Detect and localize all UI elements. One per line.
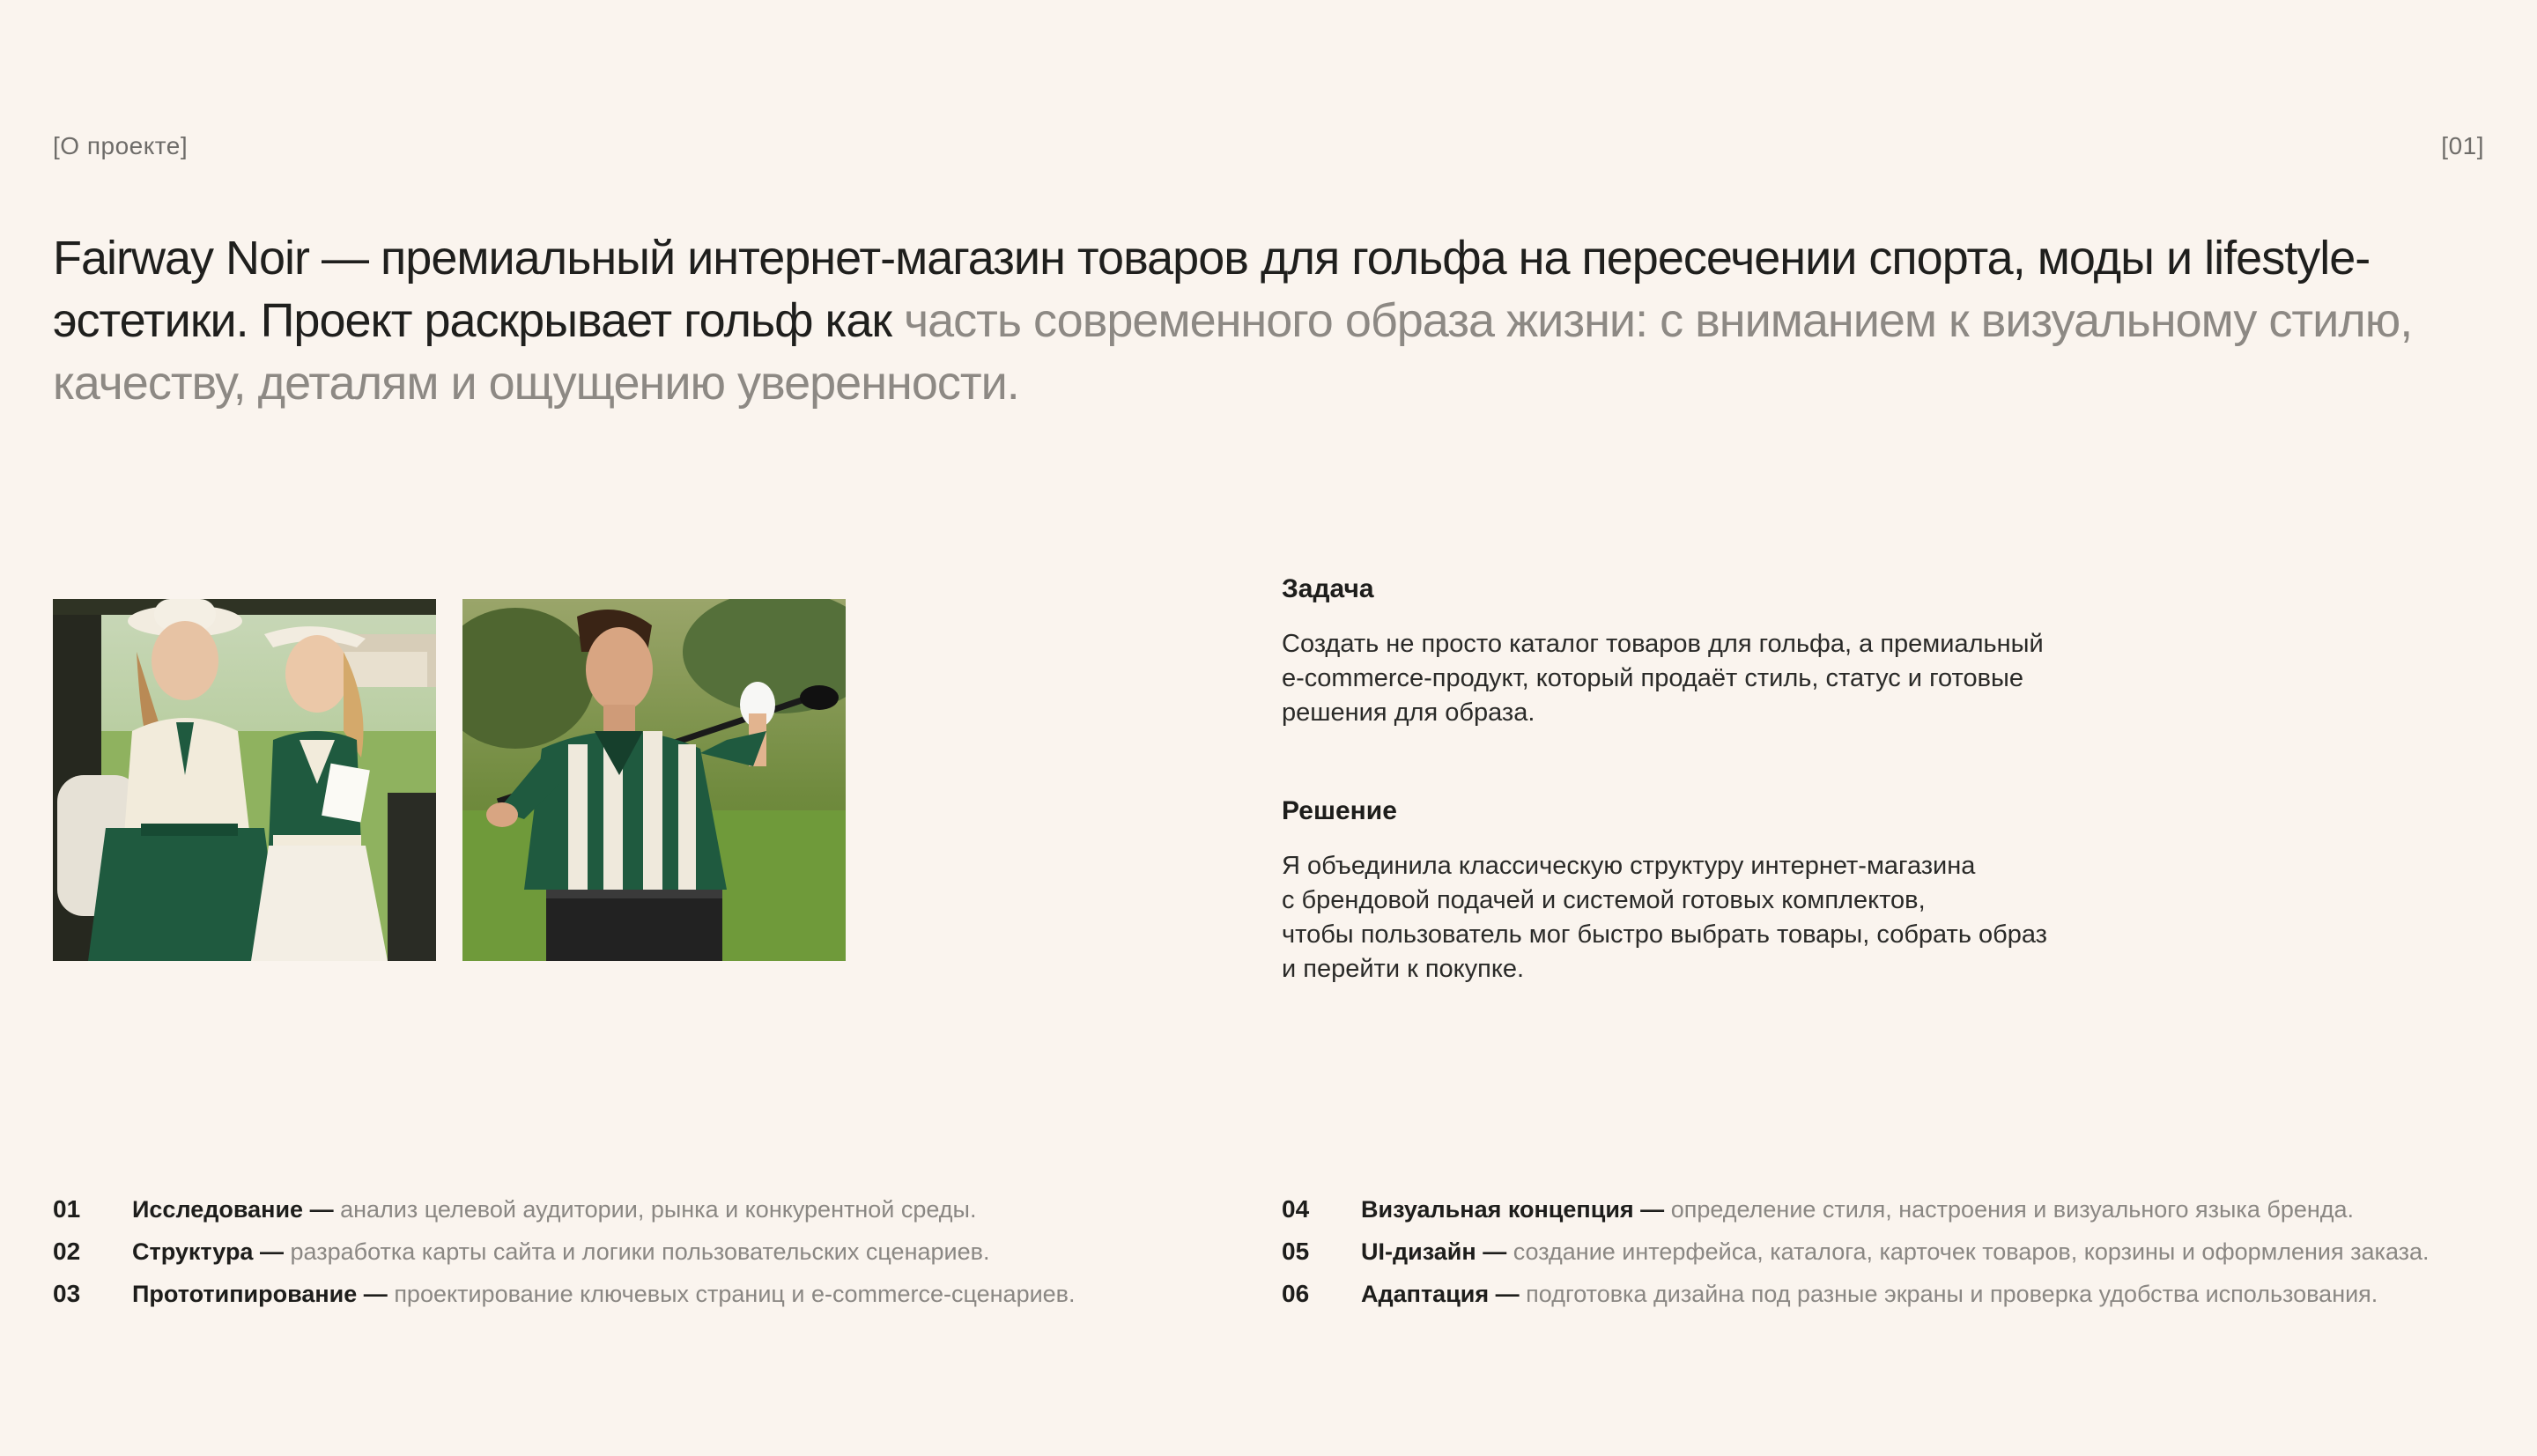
step-title: Адаптация —: [1361, 1281, 1520, 1307]
task-text: Создать не просто каталог товаров для гольфа, а премиальный e-commerce-продукт, который продаёт стиль, статус и готовые решения для образа.: [1282, 630, 2044, 727]
step-number: 02: [53, 1238, 81, 1265]
step-number: 03: [53, 1280, 81, 1307]
step-number: 06: [1282, 1280, 1310, 1307]
solution-text: Я объединила классическую структуру интернет-магазина с брендовой подачей и системой готовых комплектов, чтобы пользователь мог быстро выбрать товары, собрать образ и перейти к покупке.: [1282, 852, 2047, 983]
step-description: анализ целевой аудитории, рынка и конкурентной среды.: [333, 1196, 977, 1223]
solution-block: [1282, 796, 2163, 987]
task-block: [1282, 574, 2163, 730]
headline-lead: — премиальный интернет-магазин товаров для гольфа на пересечении спорта, моды и lifestyle-эстетики. Проект раскрывает гольф как: [53, 232, 2371, 347]
steps-list-left: [53, 1195, 1233, 1322]
step-title: Визуальная концепция —: [1361, 1196, 1665, 1223]
solution-title: Решение: [1282, 796, 1397, 825]
task-title: Задача: [1282, 574, 1374, 603]
photo-man-golf-club: [462, 599, 846, 961]
step-item: [53, 1238, 1233, 1280]
step-title: UI-дизайн —: [1361, 1238, 1507, 1265]
section-number: [01]: [2441, 132, 2484, 159]
step-number: 04: [1282, 1195, 1310, 1223]
project-headline: [53, 227, 2484, 415]
steps-list-right: [1282, 1195, 2497, 1322]
photo-two-women-golf: [53, 599, 436, 961]
step-description: подготовка дизайна под разные экраны и проверка удобства использования.: [1519, 1281, 2378, 1307]
step-description: проектирование ключевых страниц и e-commerce-сценариев.: [387, 1281, 1076, 1307]
step-item: [1282, 1280, 2497, 1322]
step-description: создание интерфейса, каталога, карточек товаров, корзины и оформления заказа.: [1506, 1238, 2430, 1265]
step-number: 01: [53, 1195, 81, 1223]
step-title: Структура —: [132, 1238, 284, 1265]
step-title: Прототипирование —: [132, 1281, 388, 1307]
step-description: определение стиля, настроения и визуального языка бренда.: [1664, 1196, 2355, 1223]
step-number: 05: [1282, 1238, 1310, 1265]
step-item: [53, 1195, 1233, 1238]
brand-name: Fairway Noir: [53, 232, 310, 285]
step-title: Исследование —: [132, 1196, 334, 1223]
section-label: [О проекте]: [53, 132, 189, 159]
step-item: [53, 1280, 1233, 1322]
step-item: [1282, 1238, 2497, 1280]
step-item: [1282, 1195, 2497, 1238]
step-description: разработка карты сайта и логики пользовательских сценариев.: [283, 1238, 990, 1265]
headline-muted: часть современного образа жизни: с вниманием к визуальному стилю, качеству, деталям и ощущению уверенности.: [53, 294, 2413, 410]
